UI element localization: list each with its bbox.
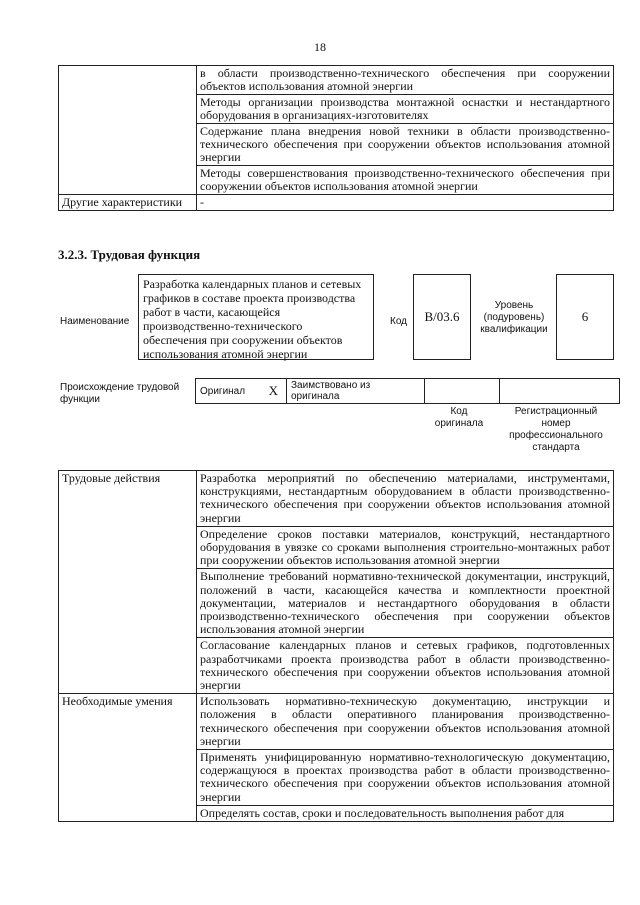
skill-item: Определять состав, сроки и последовательность выполнения работ для: [197, 805, 614, 821]
action-item: Выполнение требований нормативно-технической документации, инструкций, положений в части, касающейся качества и комплектности проектной документации, материалов и нестандартного оборудования в области производственно-технического обеспечения при сооружении объектов использования атомной энергии: [197, 569, 614, 638]
qualification-level-box: 6: [556, 274, 614, 360]
other-characteristics-value: -: [197, 195, 614, 211]
skill-item: Использовать нормативно-техническую документацию, инструкции и положения в области оперативного планирования производственно-технического обеспечения при сооружении объектов использования атомной энергии: [197, 694, 614, 750]
functions-table: [58, 470, 614, 822]
origin-label: Происхождение трудовой функции: [60, 382, 180, 405]
knowledge-item: Методы организации производства монтажной оснастки и нестандартного оборудования в организациях-изготовителях: [197, 95, 614, 124]
empty-label-cell: [59, 66, 197, 195]
reg-number-cell: [500, 378, 620, 404]
action-item: Определение сроков поставки материалов, конструкций, нестандартного оборудования в увязке со сроками выполнения строительно-монтажных работ при сооружении объектов использования атомной энергии: [197, 526, 614, 569]
name-label: Наименование: [60, 316, 130, 327]
code-original-label: Код оригинала: [434, 406, 484, 429]
code-original-cell: [425, 378, 500, 404]
borrowed-cell: Заимствовано из оригинала: [287, 378, 425, 404]
action-item: Разработка мероприятий по обеспечению материалами, инструментами, конструкциями, нестандартным оборудованием в области производственно-технического обеспечения при сооружении объектов использования атомной энергии: [197, 471, 614, 527]
knowledge-item: Содержание плана внедрения новой техники в области производственно-технического обеспечения при сооружении объектов использования атомной энергии: [197, 124, 614, 166]
actions-label: Трудовые действия: [59, 471, 197, 694]
page-number: 18: [314, 40, 326, 54]
knowledge-item: в области производственно-технического обеспечения при сооружении объектов использования атомной энергии: [197, 66, 614, 95]
other-characteristics-label: Другие характеристики: [59, 195, 197, 211]
original-label: Оригинал: [200, 385, 246, 397]
original-mark: X: [268, 383, 278, 398]
skill-item: Применять унифицированную нормативно-технологическую документацию, содержащуюся в проектах производства работ в области производственно-технического обеспечения при сооружении объектов использования атомной энергии: [197, 750, 614, 806]
knowledge-table-continued: [58, 65, 614, 211]
function-code-box: B/03.6: [413, 274, 471, 360]
reg-number-label: Регистрационный номер профессионального стандарта: [509, 406, 603, 453]
function-name-box: Разработка календарных планов и сетевых графиков в составе проекта производства работ в части, касающейся производственно-технического обеспечения при сооружении объектов использования атомной энергии: [138, 274, 374, 360]
original-cell: [195, 378, 287, 404]
knowledge-item: Методы совершенствования производственно-технического обеспечения при сооружении объектов использования атомной энергии: [197, 166, 614, 195]
section-heading: 3.2.3. Трудовая функция: [58, 247, 201, 262]
qualification-level-label: Уровень (подуровень) квалификации: [480, 300, 548, 335]
skills-label: Необходимые умения: [59, 694, 197, 822]
action-item: Согласование календарных планов и сетевых графиков, подготовленных разработчиками проекта производства работ в области производственно-технического обеспечения при сооружении объектов использования атомной энергии: [197, 638, 614, 694]
code-label: Код: [390, 316, 408, 327]
origin-row: [195, 378, 620, 404]
